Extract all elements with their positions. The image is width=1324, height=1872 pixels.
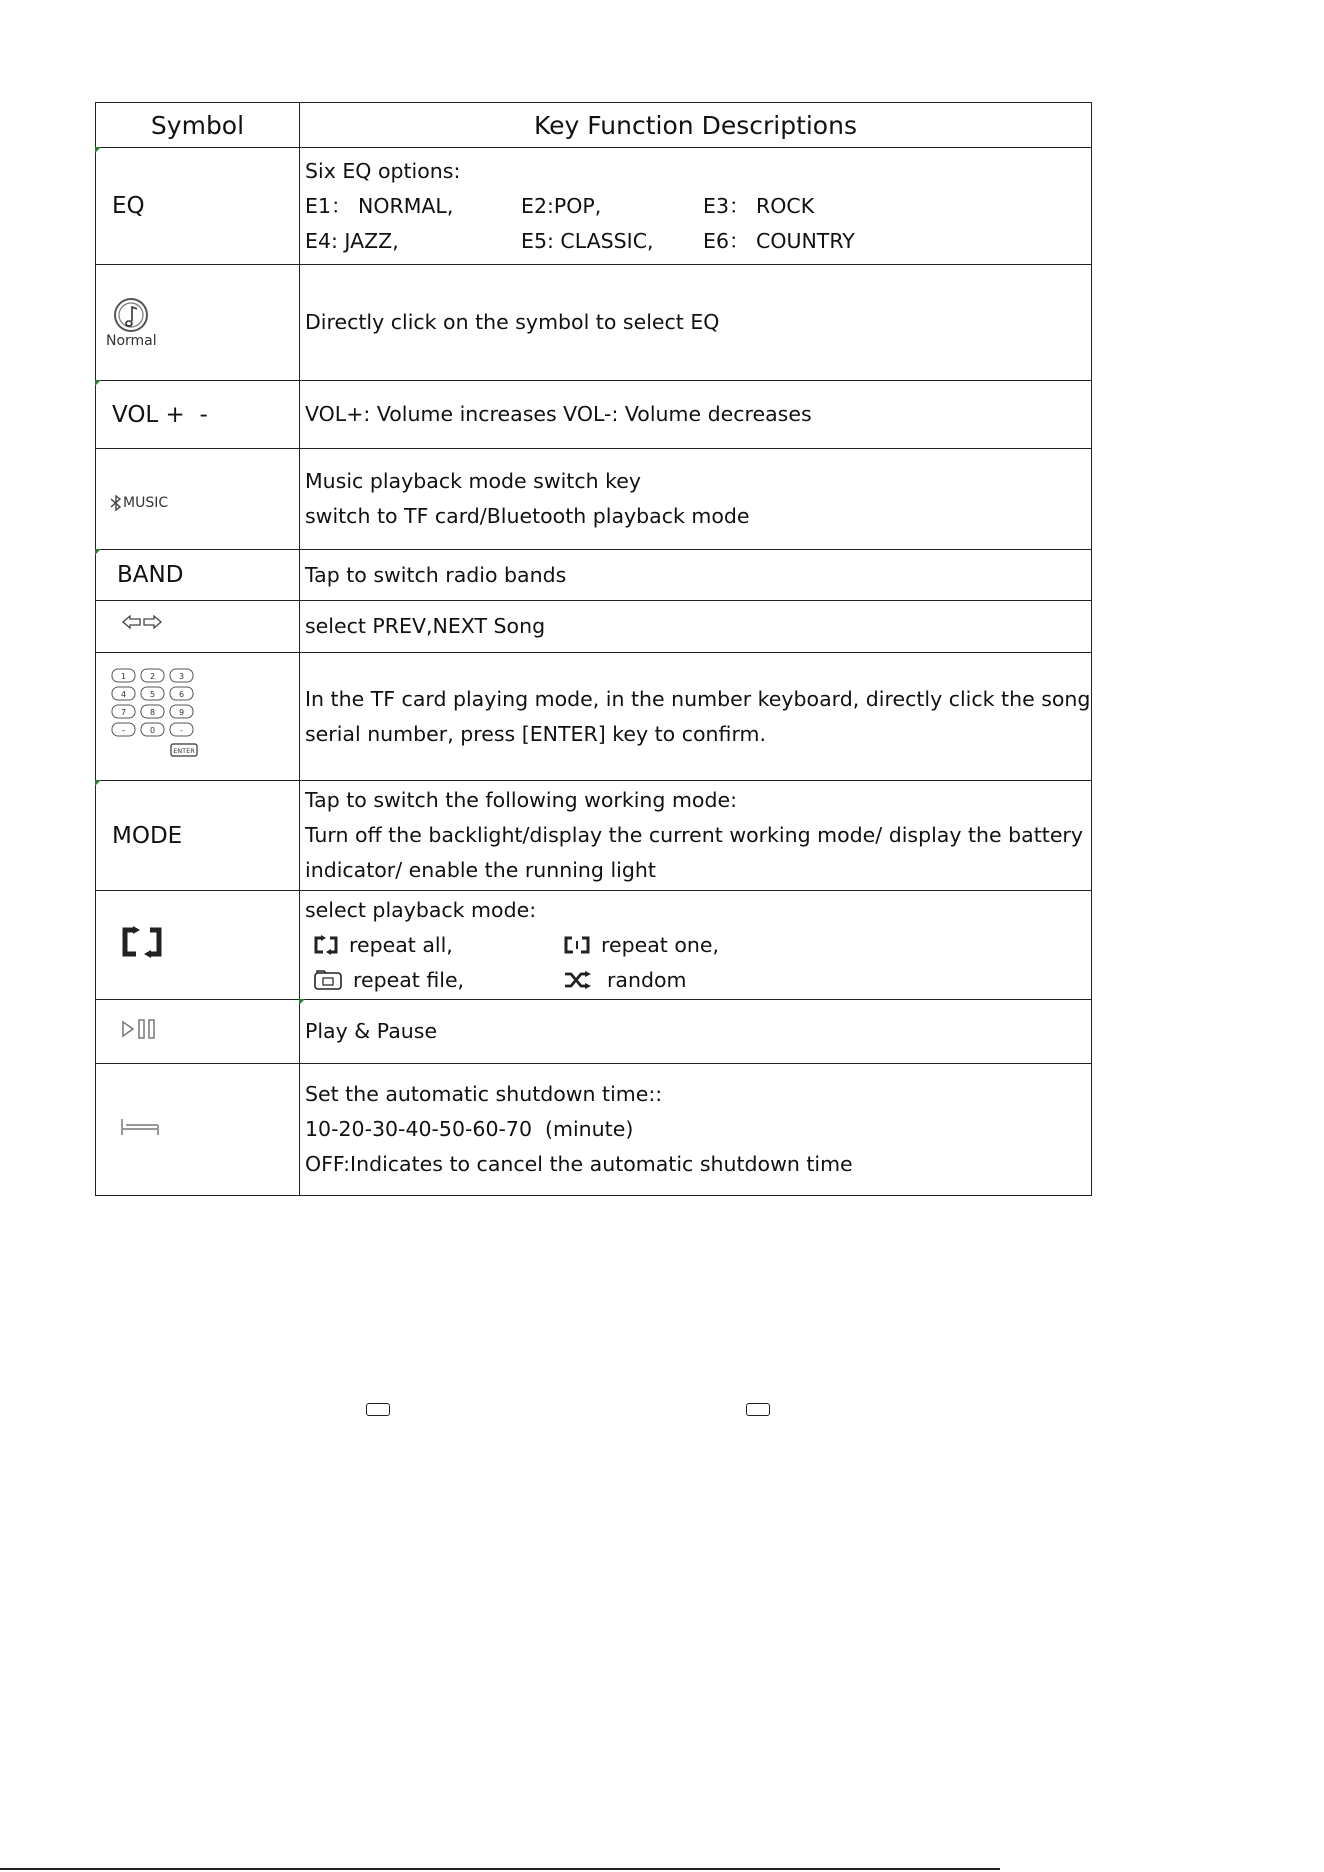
keypad-key <box>170 687 193 700</box>
keypad-enter-key <box>171 744 197 756</box>
bluetooth-icon <box>110 494 122 512</box>
description-cell <box>300 601 1092 653</box>
svg-text:6: 6 <box>178 689 185 699</box>
vol-symbol-label: VOL + - <box>112 401 208 428</box>
play-pause-icon <box>121 1018 159 1040</box>
shuffle-icon <box>563 971 591 989</box>
table-row <box>96 653 1092 781</box>
symbol-cell <box>96 381 300 449</box>
svg-text:–: – <box>121 725 126 735</box>
symbol-cell <box>96 653 300 781</box>
small-rectangle-mark <box>746 1403 770 1416</box>
playback-mode-item <box>563 963 763 998</box>
repeat-one-icon <box>563 935 591 955</box>
table-row <box>96 148 1092 265</box>
page-bottom-rule <box>0 1868 1000 1870</box>
keypad-key <box>112 669 135 682</box>
table-header-row <box>96 103 1092 148</box>
keypad-key <box>112 705 135 718</box>
eq-option: E4: JAZZ, <box>305 228 399 253</box>
small-rectangle-mark <box>366 1403 390 1416</box>
description-line: Play & Pause <box>305 1019 438 1043</box>
description-line: Directly click on the symbol to select EQ <box>305 310 720 334</box>
symbol-cell <box>96 1064 300 1196</box>
table-row <box>96 781 1092 891</box>
table-row <box>96 1064 1092 1196</box>
playback-mode-label: repeat all, <box>349 932 453 957</box>
svg-text:3: 3 <box>178 671 185 681</box>
playback-mode-label: repeat one, <box>601 932 719 957</box>
repeat-all-icon <box>313 935 339 955</box>
symbol-column-header: Symbol <box>96 103 300 148</box>
table-row <box>96 1000 1092 1064</box>
eq-symbol-label: EQ <box>112 193 145 219</box>
sleep-bed-icon <box>120 1117 160 1137</box>
svg-text:0: 0 <box>149 725 156 735</box>
playback-mode-label: repeat file, <box>353 967 465 992</box>
key-function-table <box>95 102 1092 1196</box>
description-line: 10-20-30-40-50-60-70 (minute) <box>305 1117 634 1141</box>
svg-text:5: 5 <box>149 689 156 699</box>
svg-text:1: 1 <box>120 671 127 681</box>
music-caption: MUSIC <box>123 495 169 511</box>
keypad-key <box>141 669 164 682</box>
description-cell <box>300 1064 1092 1196</box>
keypad-key <box>141 723 164 736</box>
symbol-cell <box>96 781 300 891</box>
eq-option: E2:POP, <box>521 193 602 218</box>
description-cell <box>300 1000 1092 1064</box>
description-cell <box>300 550 1092 601</box>
music-note-circle-icon <box>111 297 151 333</box>
description-line: Tap to switch radio bands <box>305 562 567 587</box>
playback-mode-label: random <box>607 967 687 992</box>
eq-option: E6： COUNTRY <box>703 228 855 253</box>
keypad-key <box>170 669 193 682</box>
table-row <box>96 381 1092 449</box>
description-line: Music playback mode switch key <box>305 469 641 493</box>
description-cell <box>300 381 1092 449</box>
symbol-cell <box>96 148 300 265</box>
normal-caption: Normal <box>106 332 157 349</box>
description-cell <box>300 653 1092 781</box>
symbol-cell <box>96 891 300 1000</box>
symbol-cell <box>96 550 300 601</box>
eq-option: E3： ROCK <box>703 193 815 218</box>
description-column-header: Key Function Descriptions <box>300 103 1092 148</box>
table-row <box>96 891 1092 1000</box>
keypad-key <box>141 705 164 718</box>
description-line: Turn off the backlight/display the current working mode/ display the battery <box>305 823 1083 847</box>
number-keypad-icon <box>110 667 210 761</box>
description-cell <box>300 449 1092 550</box>
mode-symbol-label: MODE <box>112 822 183 849</box>
eq-option: E5: CLASSIC, <box>521 228 654 253</box>
symbol-cell <box>96 1000 300 1064</box>
description-line: Tap to switch the following working mode: <box>305 788 737 812</box>
symbol-cell <box>96 265 300 381</box>
prev-next-arrows-icon <box>121 614 163 634</box>
table-row <box>96 449 1092 550</box>
description-cell <box>300 148 1092 265</box>
keypad-key <box>170 723 193 736</box>
description-line: In the TF card playing mode, in the number keyboard, directly click the song <box>305 686 1091 711</box>
playback-modes-grid <box>305 928 1091 998</box>
playback-mode-item <box>563 928 763 963</box>
svg-text:ENTER: ENTER <box>173 746 195 755</box>
description-line: Six EQ options: <box>305 158 461 183</box>
description-line: VOL+: Volume increases VOL-: Volume decreases <box>305 402 812 426</box>
symbol-cell <box>96 449 300 550</box>
svg-text:9: 9 <box>178 707 185 717</box>
repeat-folder-icon <box>313 969 343 991</box>
description-line: OFF:Indicates to cancel the automatic shutdown time <box>305 1152 853 1176</box>
keypad-key <box>112 687 135 700</box>
eq-option: E1： NORMAL, <box>305 193 454 218</box>
description-line: serial number, press [ENTER] key to confirm. <box>305 721 766 746</box>
description-line: select PREV,NEXT Song <box>305 614 546 638</box>
description-line: switch to TF card/Bluetooth playback mode <box>305 504 750 528</box>
table-row <box>96 265 1092 381</box>
playback-mode-item <box>305 928 563 963</box>
repeat-icon <box>120 926 164 958</box>
description-line: indicator/ enable the running light <box>305 858 656 882</box>
keypad-key <box>141 687 164 700</box>
svg-text:4: 4 <box>120 689 127 699</box>
keypad-key <box>170 705 193 718</box>
playback-mode-item <box>305 963 563 998</box>
symbol-cell <box>96 601 300 653</box>
description-cell <box>300 781 1092 891</box>
svg-text:8: 8 <box>149 707 156 717</box>
svg-text:7: 7 <box>120 707 127 717</box>
eq-options-grid <box>305 189 1091 259</box>
table-row <box>96 601 1092 653</box>
description-cell <box>300 265 1092 381</box>
description-cell <box>300 891 1092 1000</box>
table-row <box>96 550 1092 601</box>
description-line: Set the automatic shutdown time:: <box>305 1082 663 1106</box>
band-symbol-label: BAND <box>117 562 184 588</box>
svg-text:2: 2 <box>149 671 156 681</box>
keypad-key <box>112 723 135 736</box>
description-line: select playback mode: <box>305 897 537 922</box>
svg-text:-: - <box>180 725 183 735</box>
